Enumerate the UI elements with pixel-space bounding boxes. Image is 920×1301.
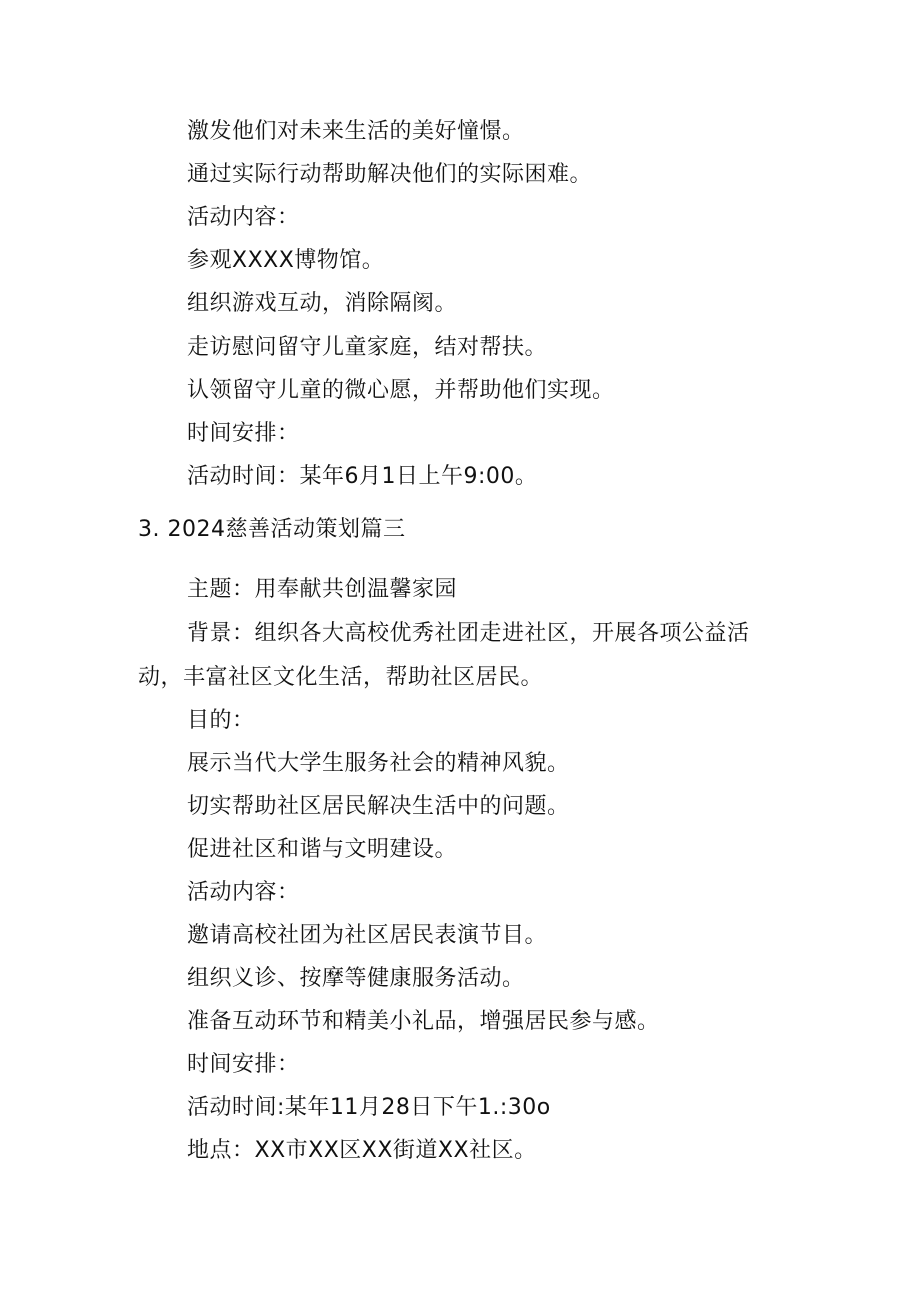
- paragraph-line: 准备互动环节和精美小礼品，增强居民参与感。: [187, 1009, 660, 1034]
- section-heading: 3. 2024慈善活动策划篇三: [138, 517, 406, 542]
- paragraph-line: 邀请高校社团为社区居民表演节目。: [187, 923, 548, 948]
- paragraph-line: 目的：: [187, 708, 255, 733]
- paragraph-line: 地点：XX市XX区XX街道XX社区。: [187, 1138, 537, 1163]
- paragraph-line: 组织义诊、按摩等健康服务活动。: [187, 966, 525, 991]
- paragraph-line: 认领留守儿童的微心愿，并帮助他们实现。: [187, 378, 615, 403]
- background-line-1: 背景：组织各大高校优秀社团走进社区，开展各项公益活: [187, 621, 750, 646]
- paragraph-line: 走访慰问留守儿童家庭，结对帮扶。: [187, 335, 548, 360]
- theme-line: 主题：用奉献共创温馨家园: [187, 577, 458, 602]
- paragraph-line: 切实帮助社区居民解决生活中的问题。: [187, 794, 570, 819]
- paragraph-line: 时间安排：: [187, 1052, 300, 1077]
- paragraph-line: 时间安排：: [187, 421, 300, 446]
- background-line-2: 动，丰富社区文化生活，帮助社区居民。: [138, 665, 544, 690]
- paragraph-line: 参观XXXX博物馆。: [187, 248, 385, 273]
- paragraph-line: 组织游戏互动，消除隔阂。: [187, 291, 458, 316]
- paragraph-line: 活动内容：: [187, 880, 300, 905]
- paragraph-line: 促进社区和谐与文明建设。: [187, 837, 458, 862]
- paragraph-line: 活动内容：: [187, 205, 300, 230]
- paragraph-line: 激发他们对未来生活的美好憧憬。: [187, 119, 525, 144]
- paragraph-line: 活动时间:某年11月28日下午1.:30o: [187, 1095, 551, 1120]
- paragraph-line: 活动时间：某年6月1日上午9:00。: [187, 464, 538, 489]
- paragraph-line: 通过实际行动帮助解决他们的实际困难。: [187, 162, 593, 187]
- paragraph-line: 展示当代大学生服务社会的精神风貌。: [187, 751, 570, 776]
